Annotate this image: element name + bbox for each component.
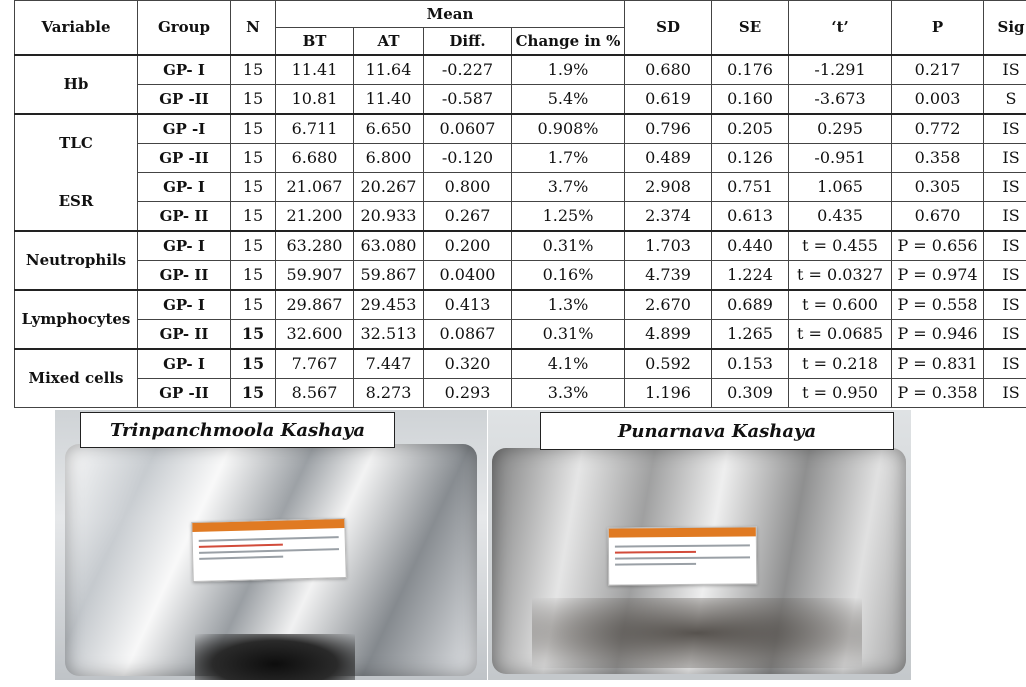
- caption-punarnava: Punarnava Kashaya: [540, 412, 894, 450]
- p-cell: P = 0.946: [892, 319, 984, 349]
- bt-cell: 32.600: [276, 319, 354, 349]
- se-cell: 0.440: [712, 231, 789, 261]
- se-cell: 0.160: [712, 84, 789, 114]
- table-row: [15, 319, 1026, 349]
- variable-tlc-esr: [15, 114, 138, 231]
- se-cell: 0.205: [712, 114, 789, 144]
- group-cell: GP -II: [138, 143, 231, 172]
- bt-cell: 29.867: [276, 290, 354, 320]
- table-row: [15, 172, 1026, 201]
- change-cell: 1.7%: [512, 143, 625, 172]
- header-mean: Mean: [276, 1, 625, 28]
- change-cell: 1.25%: [512, 201, 625, 231]
- sig-cell: IS: [984, 55, 1026, 85]
- header-n: N: [231, 1, 276, 55]
- sd-cell: 2.670: [625, 290, 712, 320]
- n-cell: 15: [231, 260, 276, 290]
- t-cell: t = 0.218: [789, 349, 892, 379]
- t-cell: t = 0.0685: [789, 319, 892, 349]
- table-row: [15, 84, 1026, 114]
- label-line: [615, 544, 750, 547]
- n-cell: 15: [231, 114, 276, 144]
- change-cell: 0.16%: [512, 260, 625, 290]
- n-cell: 15: [231, 290, 276, 320]
- se-cell: 0.153: [712, 349, 789, 379]
- bt-cell: 6.711: [276, 114, 354, 144]
- header-at: AT: [354, 28, 424, 55]
- at-cell: 7.447: [354, 349, 424, 379]
- change-cell: 3.3%: [512, 378, 625, 407]
- group-cell: GP- I: [138, 55, 231, 85]
- at-cell: 63.080: [354, 231, 424, 261]
- bt-cell: 21.067: [276, 172, 354, 201]
- se-cell: 0.126: [712, 143, 789, 172]
- table-row: [15, 378, 1026, 407]
- label-line: [199, 536, 339, 542]
- header-change: Change in %: [512, 28, 625, 55]
- sig-cell: IS: [984, 231, 1026, 261]
- n-cell: 15: [231, 55, 276, 85]
- variable-hb: Hb: [15, 55, 138, 114]
- table-row: [15, 231, 1026, 261]
- bt-cell: 8.567: [276, 378, 354, 407]
- n-cell: 15: [231, 231, 276, 261]
- table-row: [15, 349, 1026, 379]
- change-cell: 0.31%: [512, 319, 625, 349]
- diff-cell: 0.293: [424, 378, 512, 407]
- t-cell: 0.295: [789, 114, 892, 144]
- t-cell: 0.435: [789, 201, 892, 231]
- group-cell: GP- II: [138, 260, 231, 290]
- change-cell: 4.1%: [512, 349, 625, 379]
- bt-cell: 10.81: [276, 84, 354, 114]
- t-cell: -1.291: [789, 55, 892, 85]
- t-cell: t = 0.950: [789, 378, 892, 407]
- label-line: [199, 556, 283, 560]
- sig-cell: IS: [984, 260, 1026, 290]
- sd-cell: 0.619: [625, 84, 712, 114]
- sig-cell: IS: [984, 378, 1026, 407]
- header-sd: SD: [625, 1, 712, 55]
- sig-cell: IS: [984, 114, 1026, 144]
- at-cell: 6.800: [354, 143, 424, 172]
- at-cell: 59.867: [354, 260, 424, 290]
- bt-cell: 63.280: [276, 231, 354, 261]
- p-cell: P = 0.656: [892, 231, 984, 261]
- p-cell: 0.305: [892, 172, 984, 201]
- at-cell: 20.267: [354, 172, 424, 201]
- header-row: [15, 1, 1026, 28]
- t-cell: 1.065: [789, 172, 892, 201]
- label-line: [615, 563, 696, 566]
- group-cell: GP- I: [138, 349, 231, 379]
- t-cell: t = 0.600: [789, 290, 892, 320]
- bt-cell: 6.680: [276, 143, 354, 172]
- header-bt: BT: [276, 28, 354, 55]
- label-line: [199, 544, 283, 548]
- at-cell: 20.933: [354, 201, 424, 231]
- package-shadow: [195, 634, 355, 680]
- table-row: [15, 260, 1026, 290]
- at-cell: 11.64: [354, 55, 424, 85]
- label-line: [615, 556, 750, 559]
- caption-trinpanchmoola: Trinpanchmoola Kashaya: [80, 412, 395, 448]
- variable-neutrophils: Neutrophils: [15, 231, 138, 290]
- bt-cell: 59.907: [276, 260, 354, 290]
- table-row: [15, 55, 1026, 85]
- n-cell: 15: [231, 378, 276, 407]
- se-cell: 0.176: [712, 55, 789, 85]
- sig-cell: S: [984, 84, 1026, 114]
- change-cell: 3.7%: [512, 172, 625, 201]
- p-cell: 0.217: [892, 55, 984, 85]
- group-cell: GP- II: [138, 201, 231, 231]
- product-label: [191, 518, 347, 582]
- sd-cell: 2.374: [625, 201, 712, 231]
- se-cell: 1.224: [712, 260, 789, 290]
- sig-cell: IS: [984, 319, 1026, 349]
- diff-cell: 0.0607: [424, 114, 512, 144]
- change-cell: 1.9%: [512, 55, 625, 85]
- group-cell: GP- I: [138, 231, 231, 261]
- diff-cell: -0.120: [424, 143, 512, 172]
- sig-cell: IS: [984, 349, 1026, 379]
- at-cell: 6.650: [354, 114, 424, 144]
- sd-cell: 4.899: [625, 319, 712, 349]
- package-shadow: [532, 598, 862, 668]
- se-cell: 0.689: [712, 290, 789, 320]
- results-table-container: [14, 0, 1023, 400]
- sig-cell: IS: [984, 290, 1026, 320]
- p-cell: P = 0.831: [892, 349, 984, 379]
- diff-cell: 0.413: [424, 290, 512, 320]
- change-cell: 0.908%: [512, 114, 625, 144]
- variable-esr: ESR: [58, 191, 94, 210]
- variable-tlc: TLC: [59, 134, 93, 153]
- header-diff: Diff.: [424, 28, 512, 55]
- photo-trinpanchmoola: [55, 410, 487, 680]
- p-cell: 0.670: [892, 201, 984, 231]
- sd-cell: 4.739: [625, 260, 712, 290]
- p-cell: 0.003: [892, 84, 984, 114]
- table-row: [15, 143, 1026, 172]
- at-cell: 29.453: [354, 290, 424, 320]
- header-se: SE: [712, 1, 789, 55]
- results-table: [14, 0, 1026, 408]
- header-group: Group: [138, 1, 231, 55]
- p-cell: P = 0.558: [892, 290, 984, 320]
- diff-cell: 0.0867: [424, 319, 512, 349]
- sig-cell: IS: [984, 172, 1026, 201]
- group-cell: GP -II: [138, 84, 231, 114]
- table-row: [15, 290, 1026, 320]
- table-row: [15, 114, 1026, 144]
- product-label: [608, 526, 758, 585]
- sig-cell: IS: [984, 201, 1026, 231]
- diff-cell: 0.200: [424, 231, 512, 261]
- p-cell: P = 0.974: [892, 260, 984, 290]
- se-cell: 0.751: [712, 172, 789, 201]
- group-cell: GP- I: [138, 172, 231, 201]
- at-cell: 32.513: [354, 319, 424, 349]
- table-row: [15, 201, 1026, 231]
- label-line: [199, 548, 339, 554]
- at-cell: 8.273: [354, 378, 424, 407]
- bt-cell: 11.41: [276, 55, 354, 85]
- label-line: [615, 551, 696, 554]
- p-cell: 0.772: [892, 114, 984, 144]
- group-cell: GP -I: [138, 114, 231, 144]
- bt-cell: 21.200: [276, 201, 354, 231]
- variable-lymphocytes: Lymphocytes: [15, 290, 138, 349]
- n-cell: 15: [231, 201, 276, 231]
- sd-cell: 0.680: [625, 55, 712, 85]
- at-cell: 11.40: [354, 84, 424, 114]
- n-cell: 15: [231, 349, 276, 379]
- t-cell: -0.951: [789, 143, 892, 172]
- n-cell: 15: [231, 319, 276, 349]
- photo-punarnava: [488, 410, 911, 680]
- t-cell: t = 0.0327: [789, 260, 892, 290]
- group-cell: GP- I: [138, 290, 231, 320]
- header-variable: Variable: [15, 1, 138, 55]
- header-t: ‘t’: [789, 1, 892, 55]
- change-cell: 1.3%: [512, 290, 625, 320]
- sd-cell: 0.489: [625, 143, 712, 172]
- diff-cell: 0.267: [424, 201, 512, 231]
- t-cell: -3.673: [789, 84, 892, 114]
- n-cell: 15: [231, 172, 276, 201]
- variable-mixed-cells: Mixed cells: [15, 349, 138, 408]
- se-cell: 1.265: [712, 319, 789, 349]
- sd-cell: 1.196: [625, 378, 712, 407]
- header-sig: Sig: [984, 1, 1026, 55]
- diff-cell: 0.800: [424, 172, 512, 201]
- diff-cell: -0.227: [424, 55, 512, 85]
- se-cell: 0.613: [712, 201, 789, 231]
- group-cell: GP- II: [138, 319, 231, 349]
- sd-cell: 0.796: [625, 114, 712, 144]
- n-cell: 15: [231, 84, 276, 114]
- change-cell: 5.4%: [512, 84, 625, 114]
- diff-cell: -0.587: [424, 84, 512, 114]
- group-cell: GP -II: [138, 378, 231, 407]
- se-cell: 0.309: [712, 378, 789, 407]
- diff-cell: 0.0400: [424, 260, 512, 290]
- sig-cell: IS: [984, 143, 1026, 172]
- sd-cell: 2.908: [625, 172, 712, 201]
- n-cell: 15: [231, 143, 276, 172]
- sd-cell: 1.703: [625, 231, 712, 261]
- sd-cell: 0.592: [625, 349, 712, 379]
- bt-cell: 7.767: [276, 349, 354, 379]
- change-cell: 0.31%: [512, 231, 625, 261]
- p-cell: 0.358: [892, 143, 984, 172]
- p-cell: P = 0.358: [892, 378, 984, 407]
- diff-cell: 0.320: [424, 349, 512, 379]
- t-cell: t = 0.455: [789, 231, 892, 261]
- header-p: P: [892, 1, 984, 55]
